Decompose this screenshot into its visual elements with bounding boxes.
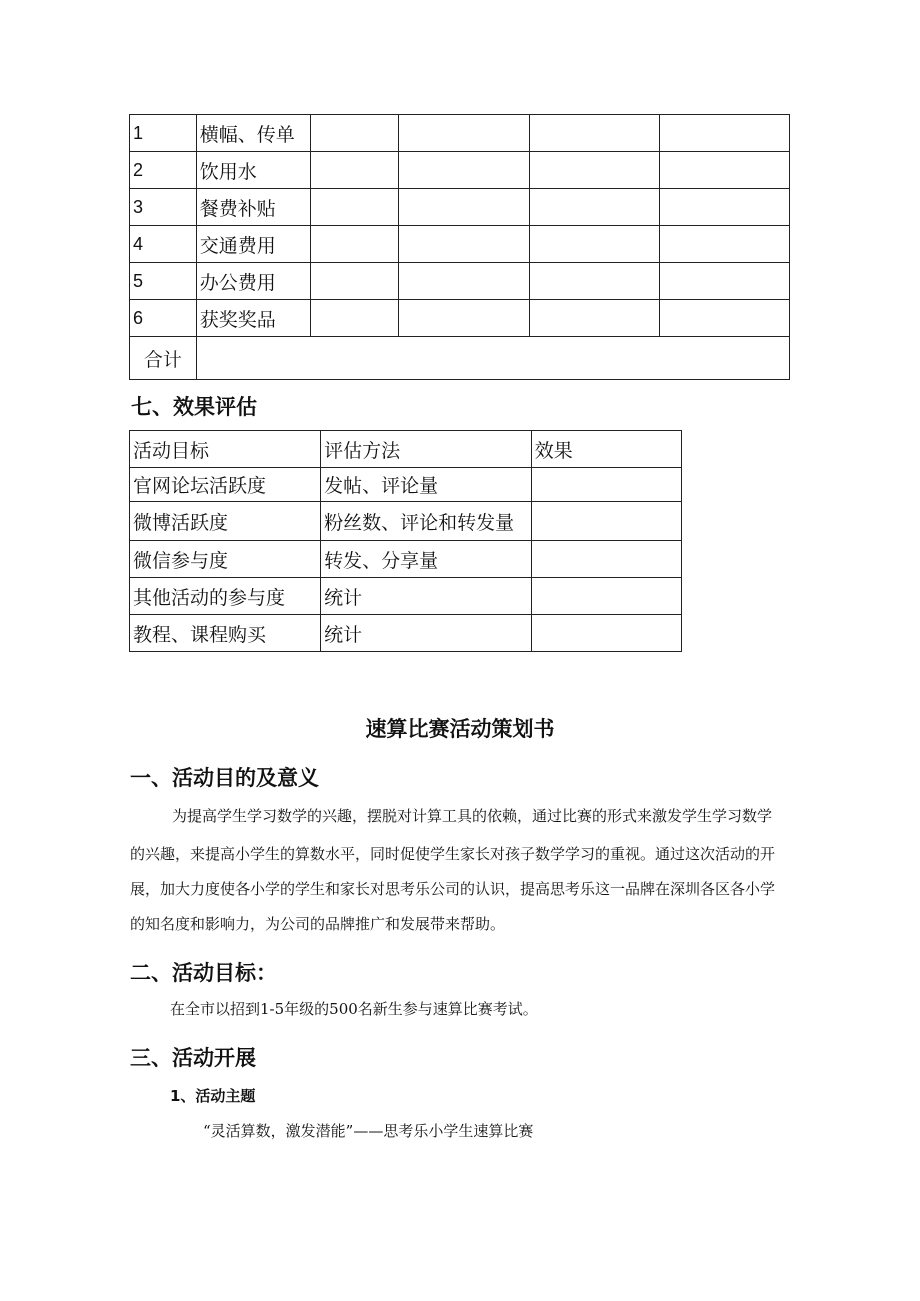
evaluation-cell: 微博活跃度: [130, 502, 321, 541]
evaluation-row: [130, 502, 682, 541]
evaluation-cell: 统计: [321, 615, 532, 652]
budget-cell: [311, 263, 399, 300]
budget-cell: [311, 300, 399, 337]
section3-heading: 三、活动开展: [130, 1045, 256, 1070]
section1-line-1: 为提高学生学习数学的兴趣，摆脱对计算工具的依赖，通过比赛的形式来激发学生学习数学: [172, 807, 773, 825]
section1-line-3: 展，加大力度使各小学的学生和家长对思考乐公司的认识，提高思考乐这一品牌在深圳各区各小学: [130, 880, 776, 898]
budget-cell: [659, 300, 789, 337]
evaluation-row: [130, 578, 682, 615]
evaluation-cell: [531, 615, 681, 652]
evaluation-cell: [531, 468, 681, 502]
budget-row-item: 餐费补贴: [196, 189, 310, 226]
budget-row-number: 2: [130, 152, 197, 189]
budget-row: [130, 263, 790, 300]
budget-cell: [659, 189, 789, 226]
section2-text: 在全市以招到1-5年级的500名新生参与速算比赛考试。: [170, 1000, 538, 1018]
budget-cell: [311, 152, 399, 189]
budget-cell: [659, 226, 789, 263]
budget-row: [130, 226, 790, 263]
budget-row-item: 交通费用: [196, 226, 310, 263]
evaluation-header-cell: 评估方法: [321, 431, 532, 468]
evaluation-cell: 微信参与度: [130, 541, 321, 578]
budget-total-row: [130, 337, 790, 380]
budget-row-item: 获奖奖品: [196, 300, 310, 337]
evaluation-cell: [531, 541, 681, 578]
evaluation-cell: 统计: [321, 578, 532, 615]
budget-total-label: 合计: [130, 337, 197, 380]
section7-heading: 七、效果评估: [131, 394, 257, 419]
budget-row-number: 5: [130, 263, 197, 300]
evaluation-row: [130, 615, 682, 652]
evaluation-cell: 其他活动的参与度: [130, 578, 321, 615]
budget-cell: [659, 263, 789, 300]
evaluation-cell: 转发、分享量: [321, 541, 532, 578]
budget-cell: [659, 115, 789, 152]
budget-cell: [399, 226, 530, 263]
budget-cell: [530, 300, 659, 337]
budget-row-number: 1: [130, 115, 197, 152]
evaluation-header-cell: 效果: [531, 431, 681, 468]
evaluation-cell: 发帖、评论量: [321, 468, 532, 502]
document-title: 速算比赛活动策划书: [365, 716, 555, 741]
budget-row-number: 3: [130, 189, 197, 226]
evaluation-header-row: [130, 431, 682, 468]
evaluation-cell: 教程、课程购买: [130, 615, 321, 652]
evaluation-cell: [531, 502, 681, 541]
evaluation-header-cell: 活动目标: [130, 431, 321, 468]
budget-cell: [530, 226, 659, 263]
budget-cell: [311, 189, 399, 226]
budget-row: [130, 115, 790, 152]
budget-row: [130, 300, 790, 337]
budget-row-item: 办公费用: [196, 263, 310, 300]
evaluation-cell: 粉丝数、评论和转发量: [321, 502, 532, 541]
budget-cell: [311, 115, 399, 152]
budget-table: [129, 114, 790, 380]
evaluation-row: [130, 468, 682, 502]
evaluation-cell: [531, 578, 681, 615]
evaluation-cell: 官网论坛活跃度: [130, 468, 321, 502]
budget-row: [130, 152, 790, 189]
budget-row-number: 4: [130, 226, 197, 263]
budget-cell: [399, 152, 530, 189]
section1-line-4: 的知名度和影响力，为公司的品牌推广和发展带来帮助。: [130, 915, 506, 933]
evaluation-table: [129, 430, 682, 652]
budget-cell: [530, 115, 659, 152]
budget-cell: [399, 115, 530, 152]
budget-cell: [399, 189, 530, 226]
budget-row-item: 横幅、传单: [196, 115, 310, 152]
budget-cell: [399, 263, 530, 300]
budget-cell: [530, 152, 659, 189]
budget-cell: [530, 189, 659, 226]
section3-theme: “灵活算数，激发潜能”——思考乐小学生速算比赛: [203, 1122, 534, 1140]
budget-cell: [530, 263, 659, 300]
section1-heading: 一、活动目的及意义: [130, 765, 319, 790]
budget-row-item: 饮用水: [196, 152, 310, 189]
budget-cell: [399, 300, 530, 337]
section1-line-2: 的兴趣，来提高小学生的算数水平，同时促使学生家长对孩子数学学习的重视。通过这次活动的开: [130, 845, 776, 863]
budget-row: [130, 189, 790, 226]
budget-cell: [659, 152, 789, 189]
section3-subheading: 1、活动主题: [170, 1087, 256, 1105]
budget-total-value: [196, 337, 789, 380]
budget-row-number: 6: [130, 300, 197, 337]
budget-cell: [311, 226, 399, 263]
section2-heading: 二、活动目标：: [130, 960, 277, 985]
evaluation-row: [130, 541, 682, 578]
